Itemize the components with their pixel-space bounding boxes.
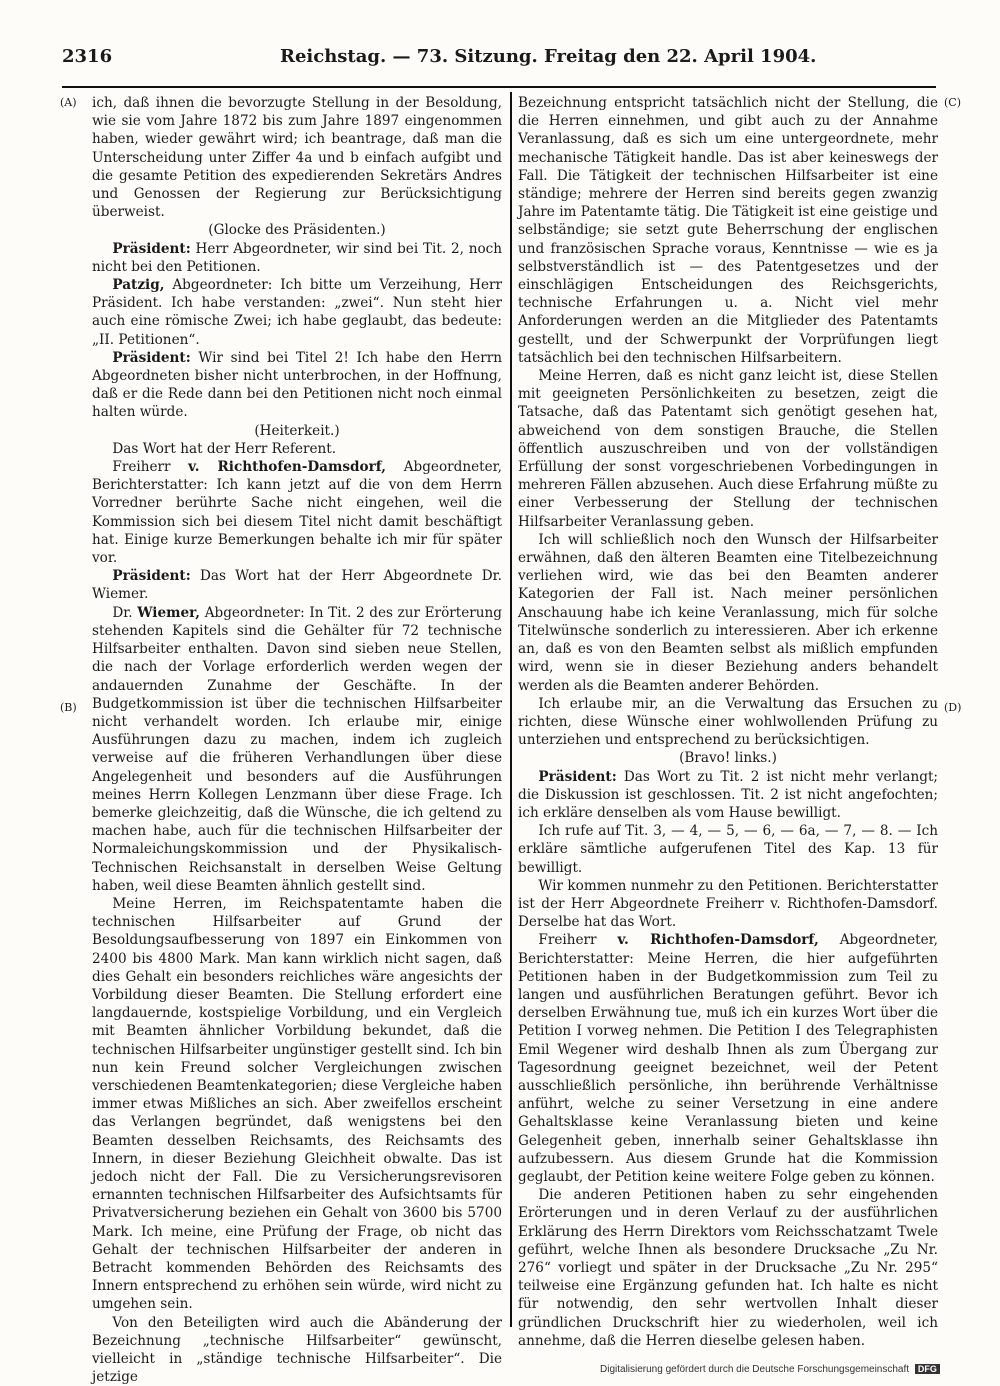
speaker-name: Wiemer,: [137, 604, 201, 621]
paragraph: [518, 822, 938, 877]
paragraph: [92, 276, 502, 349]
left-column: [92, 94, 502, 1386]
paragraph-text: Wir sind bei Titel 2! Ich habe den Herrn Abgeordneten bisher nicht unterbrochen, in der Hoffnung, daß er die Rede dann bei den Petitionen nicht noch einmal halten würde.: [92, 349, 502, 421]
paragraph-text: Das Wort zu Tit. 2 ist nicht mehr verlangt; die Diskussion ist geschlossen. Tit. 2 ist nicht angefochten; ich erkläre denselben als vom Hause bewilligt.: [518, 768, 938, 821]
paragraph-text: Abgeordneter, Berichterstatter: Ich kann jetzt auf die von dem Herrn Vorredner berührte Sache nicht eingehen, weil die Kommission sich bei diesem Titel nicht damit beschäftigt hat. Einige kurze Bemerkungen behalte ich mir für später vor.: [92, 459, 502, 567]
paragraph-text: Meine Herren, im Reichspatentamte haben die technischen Hilfsarbeiter auf Grund der Besoldungsaufbesserung von 1897 ein Einkommen von 2400 bis 4800 Mark. Man kann wirklich nicht sagen, daß dies Gehalt ein besonders reichliches wäre angesichts der Vorbildung dieser Beamten. Die Stellung erfordert eine langdauernde, kostspielige Vorbildung, und ein Vergleich mit Beamten ähnlicher Vorbildung bekundet, daß die technischen Hilfsarbeiter ungünstiger gestellt sind. Ich bin nun kein Freund solcher Vergleichungen zwischen verschiedenen Beamtenkategorien; diese Vergleiche haben immer etwas Mißliches an sich. Aber zweifellos erscheint das Verlangen begründet, daß wenigstens bei den Beamten desselben Reichsamts, des Reichsamts des Innern, in dieser Beziehung Gleichheit obwalte. Das ist jedoch nicht der Fall. Die zu Versicherungsrevisoren ernannten technischen Hilfsarbeiter des Aufsichtsamts für Privatversicherung beziehen ein Gehalt von 3600 bis 5700 Mark. Ich meine, eine Prüfung der Frage, ob nicht das Gehalt der technischen Hilfsarbeiter der anderen in Betracht kommenden Behörden des Reichsamts des Innern entsprechend zu erhöhen sein würde, wird nicht zu umgehen sein.: [92, 895, 502, 1313]
speaker-name: v. Richthofen-Damsdorf,: [617, 932, 819, 949]
paragraph-text: Von den Beteiligten wird auch die Abänderung der Bezeichnung „technische Hilfsarbeiter“ gewünscht, vielleicht in „ständige technische Hilfsarbeiter“. Die jetzige: [92, 1314, 502, 1386]
paragraph-text: Ich will schließlich noch den Wunsch der Hilfsarbeiter erwähnen, daß den älteren Beamten eine Titelbezeichnung verliehen wird, wie das bei den Beamten anderer Kategorien der Fall ist. Nach meiner persönlichen Anschauung habe ich keine Veranlassung, mich für solche Titelwünsche sonderlich zu interessieren. Aber ich erkenne an, daß es von den Beamten selbst als mißlich empfunden wird, wenn sie in dieser Beziehung anders behandelt werden als die Beamten anderer Behörden.: [518, 531, 938, 694]
footer: [600, 1364, 940, 1375]
page-header: [62, 42, 936, 82]
paragraph-text: ich, daß ihnen die bevorzugte Stellung in der Besoldung, wie sie vom Jahre 1872 bis zum Jahre 1897 eingenommen haben, wieder gewährt wird; ich beantrage, daß man die Unterscheidung unter Ziffer 4a und b einfach aufgibt und die gesamte Petition des expedierenden Sekretärs Andres und Genossen der Regierung zur Berücksichtigung überweist.: [92, 95, 502, 221]
paragraph: [92, 458, 502, 567]
speaker-name: Präsident:: [538, 768, 617, 785]
paragraph-text: Ich erlaube mir, an die Verwaltung das Ersuchen zu richten, diese Wünsche einer wohlwollenden Prüfung zu unterziehen und entsprechend zu berücksichtigen.: [518, 695, 938, 749]
paragraph: [92, 1314, 502, 1386]
paragraph: [92, 422, 502, 440]
speaker-prefix: Freiherr: [112, 459, 189, 476]
paragraph: [92, 221, 502, 239]
paragraph-text: Meine Herren, daß es nicht ganz leicht ist, diese Stellen mit geeigneten Persönlichkeiten zu besetzen, zeigt die Tatsache, daß das Patentamt sich genötigt gesehen hat, abweichend von dem sonstigen Brauche, die Stellen öffentlich auszuschreiben und von der vollständigen Erfüllung der sonst vorgeschriebenen Vorbedingungen in mehreren Fällen abzusehen. Auch diese Erfahrung müßte zu einer Verbesserung der Stellung der technischen Hilfsarbeiter Veranlassung geben.: [518, 368, 938, 530]
paragraph-text: Herr Abgeordneter, wir sind bei Tit. 2, noch nicht bei den Petitionen.: [92, 240, 502, 275]
paragraph: [518, 931, 938, 1186]
paragraph-text: Wir kommen nunmehr zu den Petitionen. Berichterstatter ist der Herr Abgeordnete Freiherr v. Richthofen-Damsdorf. Derselbe hat das Wort.: [518, 877, 938, 931]
paragraph-text: (Heiterkeit.): [254, 422, 340, 439]
margin-mark-a: (A): [60, 96, 77, 109]
paragraph: [92, 567, 502, 603]
speaker-name: Präsident:: [112, 240, 191, 257]
paragraph-text: (Glocke des Präsidenten.): [208, 222, 386, 239]
paragraph: [92, 349, 502, 422]
speaker-prefix: Freiherr: [538, 932, 618, 949]
footer-credit: Digitalisierung gefördert durch die Deutsche Forschungsgemeinschaft: [600, 1364, 910, 1375]
paragraph-text: Das Wort hat der Herr Abgeordnete Dr. Wiemer.: [92, 568, 502, 603]
margin-mark-c: (C): [944, 96, 961, 109]
right-column: [518, 94, 938, 1350]
header-rule: [62, 86, 936, 88]
paragraph-text: Das Wort hat der Herr Referent.: [112, 440, 337, 457]
speaker-name: Präsident:: [112, 568, 191, 585]
paragraph: [518, 367, 938, 531]
paragraph-text: Abgeordneter: Ich bitte um Verzeihung, Herr Präsident. Ich habe verstanden: „zwei“. Nun steht hier auch eine römische Zwei; ich habe geglaubt, das bedeute: „II. Petitionen“.: [92, 277, 502, 348]
running-title: Reichstag. — 73. Sitzung. Freitag den 22. April 1904.: [280, 46, 817, 67]
column-divider: [510, 92, 512, 1327]
paragraph: [92, 895, 502, 1314]
paragraph-text: Abgeordneter, Berichterstatter: Meine Herren, die hier aufgeführten Petitionen haben in der Budgetkommission zum Teil zu langen und ausführlichen Beratungen geführt. Bevor ich derselben Erwähnung tue, muß ich ein kurzes Wort über die Petition I vorweg nehmen. Die Petition I des Telegraphisten Emil Wegener wird deshalb Ihnen als zum Übergang zur Tagesordnung geeignet bezeichnet, weil der Petent ausschließlich persönliche, ihn berührende Verhältnisse anführt, welche zu seiner Versetzung in eine andere Gehaltsklasse keine Veranlassung bieten und keine Gelegenheit geben, innerhalb seiner Gehaltsklasse ihn aufzubessern. Aus diesem Grunde hat die Kommission geglaubt, der Petition keine weitere Folge geben zu können.: [518, 932, 938, 1185]
paragraph: [518, 768, 938, 823]
page-number: 2316: [62, 46, 113, 67]
paragraph: [92, 604, 502, 895]
paragraph-text: Bezeichnung entspricht tatsächlich nicht der Stellung, die die Herren einnehmen, und gibt auch zu der Annahme Veranlassung, daß es sich um eine untergeordnete, mehr mechanische Tätigkeit handle. Das ist aber keineswegs der Fall. Die Tätigkeit der technischen Hilfsarbeiter ist eine ständige; mehrere der Herren sind bereits gegen zwanzig Jahre im Patentamte tätig. Die Tätigkeit ist eine geistige und selbständige; sie setzt gute Beherrschung der englischen und französischen Sprache voraus, Kenntnisse — wie es ja selbstverständlich ist — des Patentgesetzes und der einschlägigen Entscheidungen des Reichsgerichts, technische Erfahrungen u. a. Nicht viel mehr Anforderungen werden an die Mitglieder des Patentamts gestellt, und der Schwerpunkt der Vorprüfungen liegt tatsächlich bei den technischen Hilfsarbeitern.: [518, 95, 938, 366]
paragraph: [518, 695, 938, 750]
paragraph: [518, 531, 938, 695]
paragraph: [92, 440, 502, 458]
paragraph-text: Abgeordneter: In Tit. 2 des zur Erörterung stehenden Kapitels sind die Gehälter für 72 technische Hilfsarbeiter enthalten. Davon sind sieben neue Stellen, die nach der Vorlage erforderlich werden wegen der andauernden Zunahme der Geschäfte. In der Budgetkommission ist über die technischen Hilfsarbeiter nicht verhandelt worden. Ich erlaube mir, einige Ausführungen dazu zu machen, indem ich zugleich verweise auf die früheren Verhandlungen über diese Angelegenheit und besonders auf die Ausführungen meines Herrn Kollegen Lenzmann über diese Frage. Ich bemerke gleichzeitig, daß die Wünsche, die ich geltend zu machen habe, auch für die technischen Hilfsarbeiter der Normaleichungskommission und der Physikalisch-Technischen Reichsanstalt in derselben Weise Geltung haben, weil diese Beamten ähnlich gestellt sind.: [92, 604, 503, 894]
margin-mark-d: (D): [944, 701, 962, 714]
speaker-prefix: Dr.: [112, 604, 138, 621]
paragraph: [92, 240, 502, 276]
speaker-name: v. Richthofen-Damsdorf,: [188, 459, 387, 476]
speaker-name: Patzig,: [112, 277, 165, 294]
paragraph: [518, 877, 938, 932]
paragraph: [518, 749, 938, 767]
paragraph-text: (Bravo! links.): [679, 750, 777, 767]
paragraph: [92, 94, 502, 221]
dfg-logo: DFG: [915, 1364, 940, 1374]
paragraph: [518, 94, 938, 367]
paragraph-text: Die anderen Petitionen haben zu sehr eingehenden Erörterungen und in deren Verlauf zu der ausführlichen Erklärung des Herrn Direktors vom Reichsschatzamt Twele geführt, welche Ihnen als besondere Drucksache „Zu Nr. 276“ vorliegt und später in der Drucksache „Zu Nr. 295“ teilweise eine Ergänzung gefunden hat. Ich halte es nicht für notwendig, den sehr wertvollen Inhalt dieser gründlichen Druckschrift hier zu wiederholen, weil ich annehme, daß die Herren dieselbe gelesen haben.: [518, 1187, 938, 1349]
margin-mark-b: (B): [60, 701, 77, 714]
paragraph: [518, 1186, 938, 1350]
speaker-name: Präsident:: [112, 349, 191, 366]
paragraph-text: Ich rufe auf Tit. 3, — 4, — 5, — 6, — 6a, — 7, — 8. — Ich erkläre sämtliche aufgerufenen Titel des Kap. 13 für bewilligt.: [518, 823, 938, 876]
